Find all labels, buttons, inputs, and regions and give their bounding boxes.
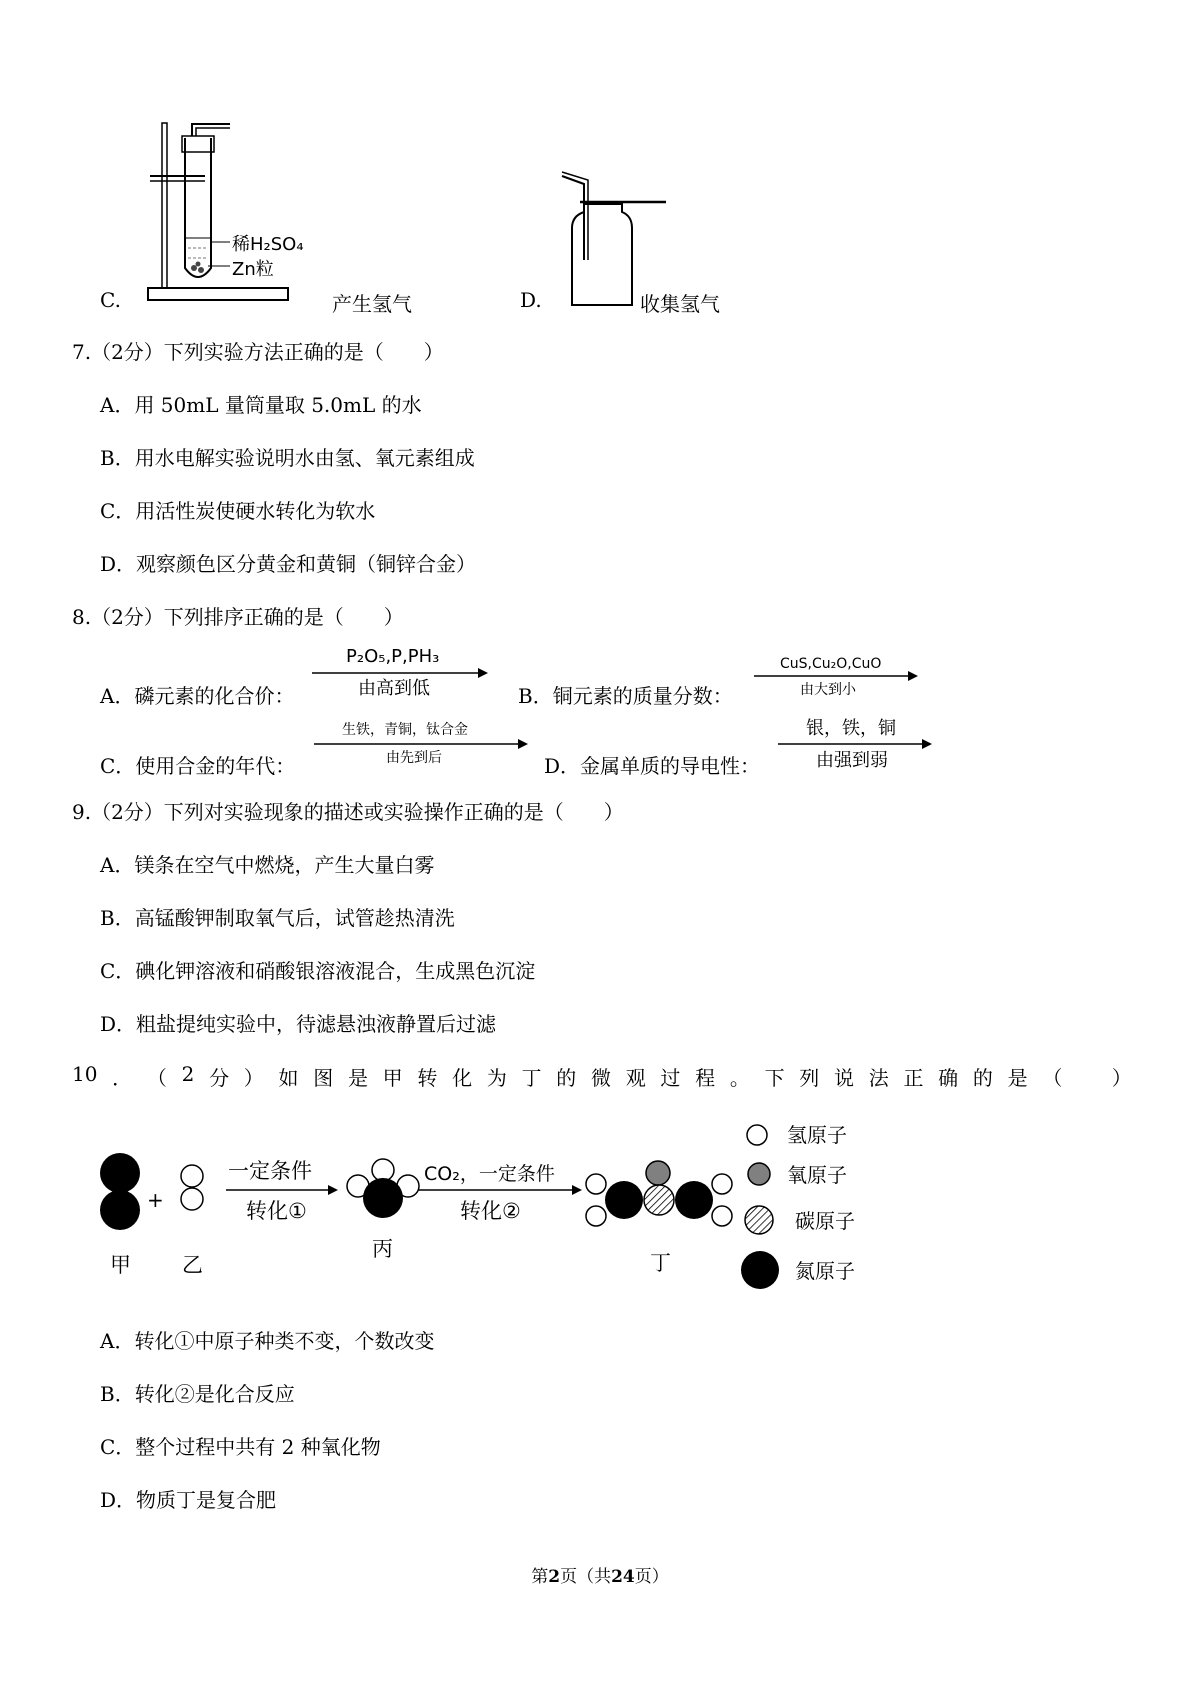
q8-option-b-bottom: 由大到小: [800, 682, 856, 698]
q6-option-d-caption: 收集氢气: [640, 292, 720, 316]
q8-option-d-label: D．金属单质的导电性：: [544, 754, 761, 778]
q6-option-c-letter: C.: [100, 288, 121, 312]
label-ding: 丁: [650, 1251, 671, 1275]
molecule-ding: [586, 1161, 732, 1226]
zinc-label: Zn粒: [232, 259, 274, 280]
q8-option-c-arrow: [312, 718, 532, 768]
legend-carbon-swatch: [745, 1206, 773, 1234]
q10-stem: 10 ． （ 2 分 ） 如 图 是 甲 转 化 为 丁 的 微 观 过 程 。 下 列 说 法 正 确 的 是 （ ）: [72, 1062, 1132, 1090]
molecule-jia: [100, 1153, 140, 1230]
q10-option-b: B．转化②是化合反应: [100, 1382, 295, 1406]
q8-option-a-arrow: [310, 640, 490, 700]
legend-oxygen: 氧原子: [787, 1163, 847, 1187]
acid-label: 稀H₂SO₄: [232, 234, 304, 255]
q9-option-d: D．粗盐提纯实验中，待滤悬浊液静置后过滤: [100, 1012, 497, 1036]
q9-option-c: C．碘化钾溶液和硝酸银溶液混合，生成黑色沉淀: [100, 959, 536, 983]
q8-option-d-top: 银，铁，铜: [806, 718, 896, 739]
q9-stem: 9.（2分）下列对实验现象的描述或实验操作正确的是（ ）: [72, 800, 624, 824]
q7-option-a: A．用 50mL 量筒量取 5.0mL 的水: [100, 393, 422, 417]
q8-option-a-label: A．磷元素的化合价：: [100, 684, 295, 708]
q8-option-c-top: 生铁，青铜，钛合金: [342, 722, 468, 738]
plus-sign: +: [147, 1188, 164, 1212]
legend-nitrogen-swatch: [741, 1251, 779, 1289]
q8-option-d-arrow: [776, 712, 936, 772]
q6-option-c-caption: 产生氢气: [332, 292, 412, 316]
q7-option-c: C．用活性炭使硬水转化为软水: [100, 499, 376, 523]
q8-stem: 8.（2分）下列排序正确的是（ ）: [72, 605, 404, 629]
q8-option-b-arrow: [752, 652, 922, 702]
q10-option-d: D．物质丁是复合肥: [100, 1488, 277, 1512]
arrow2-top: CO₂，一定条件: [424, 1163, 555, 1185]
q8-option-c-label: C．使用合金的年代：: [100, 754, 296, 778]
q8-option-a-bottom: 由高到低: [358, 678, 430, 699]
q10-micro-process-diagram: [90, 1110, 950, 1310]
q9-option-a: A．镁条在空气中燃烧，产生大量白雾: [100, 853, 435, 877]
q10-option-c: C．整个过程中共有 2 种氧化物: [100, 1435, 381, 1459]
arrow1-bottom: 转化①: [246, 1199, 307, 1223]
legend: [741, 1123, 855, 1289]
legend-hydrogen: 氢原子: [787, 1123, 847, 1147]
legend-oxygen-swatch: [748, 1163, 770, 1185]
arrow1-top: 一定条件: [228, 1159, 312, 1183]
molecule-yi: [181, 1165, 203, 1210]
q7-stem: 7.（2分）下列实验方法正确的是（ ）: [72, 340, 444, 364]
arrow2-bottom: 转化②: [460, 1199, 521, 1223]
label-bing: 丙: [372, 1237, 393, 1261]
page-number: 2: [548, 1567, 561, 1587]
q8-option-d-bottom: 由强到弱: [816, 750, 888, 771]
q7-option-d: D．观察颜色区分黄金和黄铜（铜锌合金）: [100, 552, 477, 576]
label-yi: 乙: [182, 1253, 203, 1277]
q9-option-b: B．高锰酸钾制取氧气后，试管趁热清洗: [100, 906, 455, 930]
page-total: 24: [611, 1567, 635, 1587]
q10-option-a: A．转化①中原子种类不变，个数改变: [100, 1329, 435, 1353]
q6-option-d-letter: D.: [520, 288, 542, 312]
page-footer: 第2页（共24页）: [531, 1567, 669, 1587]
q8-option-b-label: B．铜元素的质量分数：: [518, 684, 733, 708]
label-jia: 甲: [110, 1253, 131, 1277]
legend-carbon: 碳原子: [795, 1209, 855, 1233]
q8-option-a-top: P₂O₅,P,PH₃: [346, 646, 440, 667]
legend-nitrogen: 氮原子: [795, 1259, 855, 1283]
q8-option-c-bottom: 由先到后: [386, 750, 442, 766]
legend-hydrogen-swatch: [747, 1125, 767, 1145]
molecule-bing: [347, 1159, 419, 1218]
q8-option-b-top: CuS,Cu₂O,CuO: [780, 656, 882, 672]
q7-option-b: B．用水电解实验说明水由氢、氧元素组成: [100, 446, 475, 470]
